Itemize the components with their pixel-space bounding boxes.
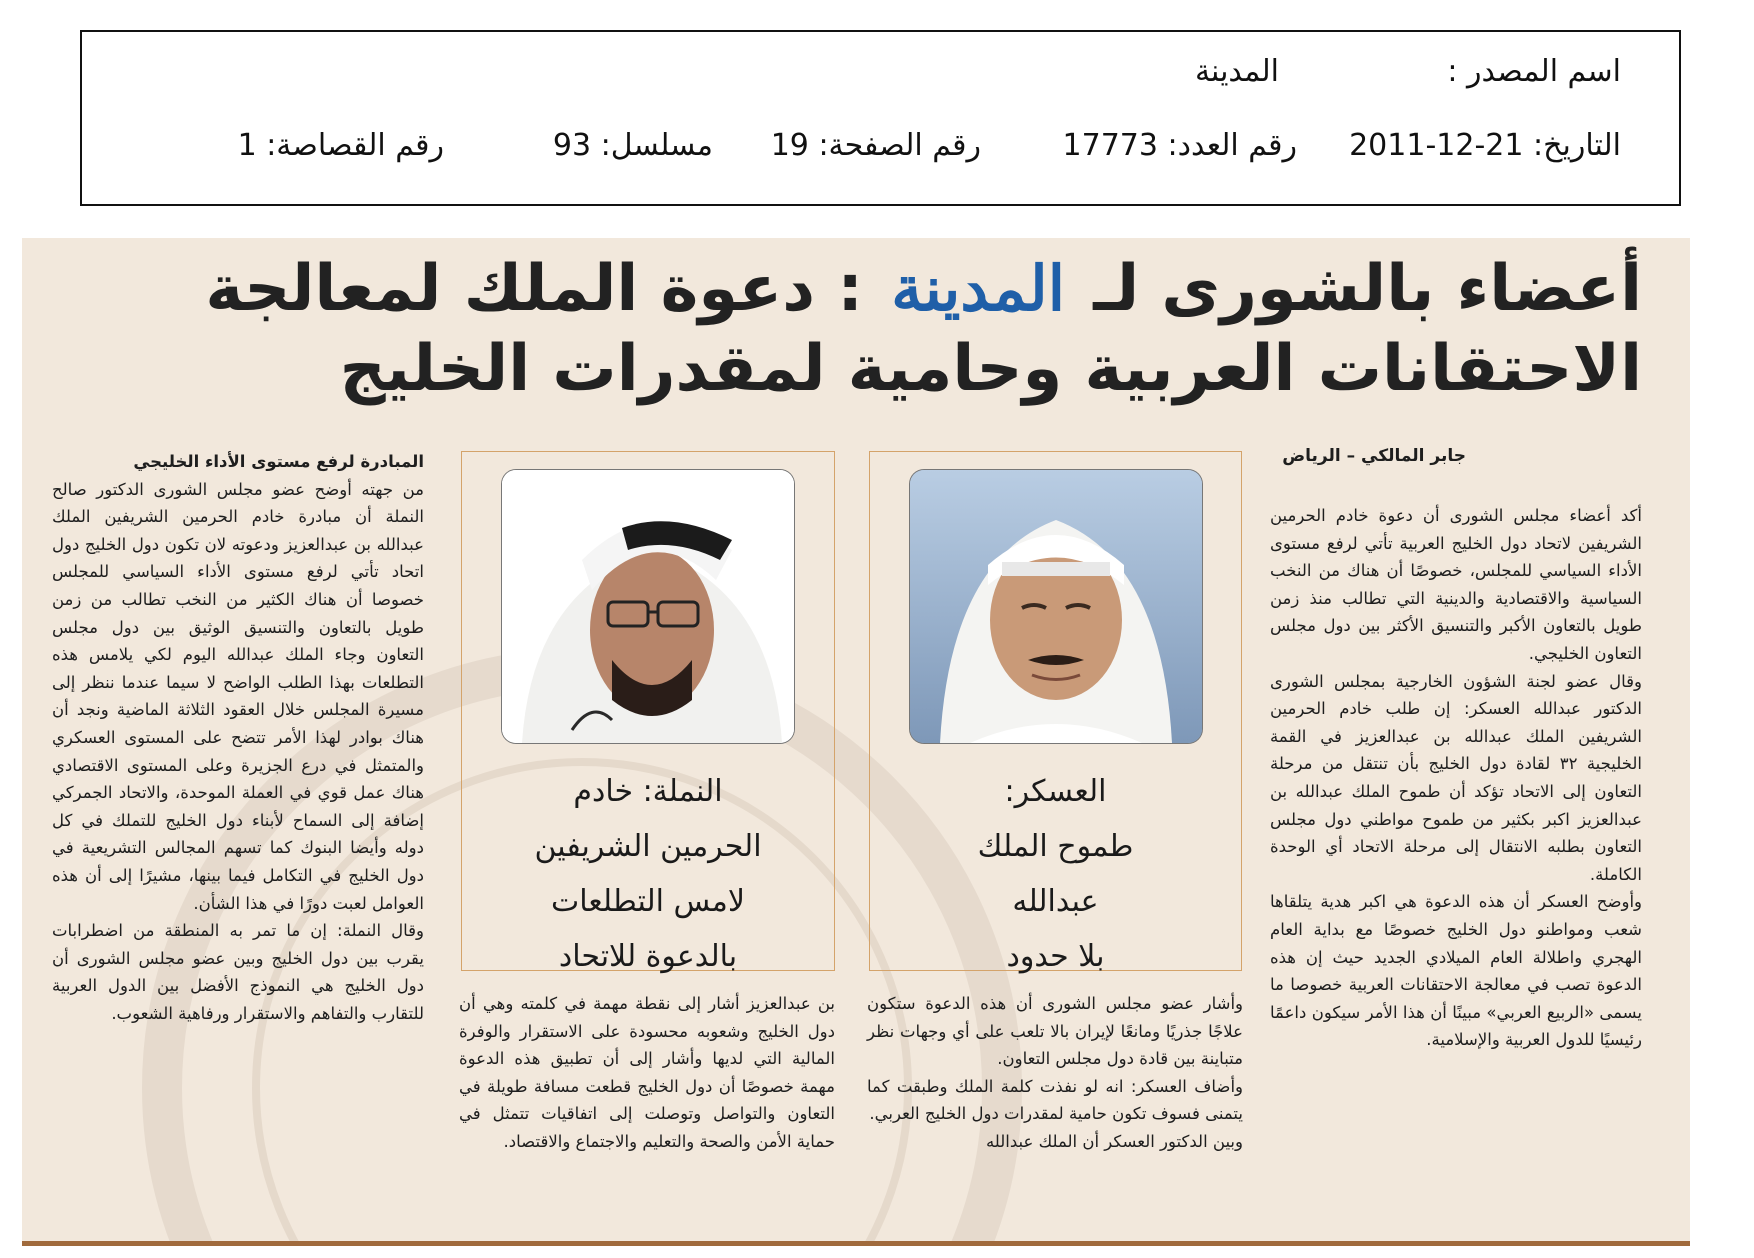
clipping-info-box: [80, 30, 1681, 206]
quote-line: النملة: خادم: [573, 774, 723, 809]
serial-field: مسلسل: 93: [552, 128, 713, 163]
pull-quote-namla: [462, 764, 834, 984]
portrait-photo-namla: [502, 470, 794, 743]
quote-line: عبدالله: [1012, 884, 1099, 919]
headline-line-2: الاحتقانات العربية وحامية لمقدرات الخليج: [339, 332, 1642, 406]
photo-caption-box-askar: [869, 451, 1242, 974]
page-number-field: رقم الصفحة: 19: [770, 128, 981, 163]
headline-suffix: : دعوة الملك لمعالجة: [205, 252, 863, 326]
byline: جابر المالكي – الرياض: [1282, 446, 1466, 466]
paragraph: وقال عضو لجنة الشؤون الخارجية بمجلس الشورى الدكتور عبدالله العسكر: إن طلب خادم الحرمين الشريفين الملك عبدالله بن عبدالعزيز في القمة الخليجية ٣٢ لقادة دول الخليج بأن تنتقل من مرحلة التعاون إلى الاتحاد تؤكد أن طموح الملك عبدالله بن عبدالعزيز اكبر بكثير من طموح مواطني دول مجلس التعاون بطلبه الانتقال إلى مرحلة الاتحاد أي الوحدة الكاملة.: [1270, 671, 1642, 884]
subheading: المبادرة لرفع مستوى الأداء الخليجي: [133, 452, 424, 471]
quote-line: لامس التطلعات: [551, 884, 745, 919]
paragraph: وقال النملة: إن ما تمر به المنطقة من اضطرابات يقرب بين دول الخليج وبين عضو مجلس الشورى أن دول الخليج هي النموذج الأفضل بين الدول العربية للتقارب والتفاهم والاستقرار ورفاهية الشعوب.: [52, 921, 424, 1023]
date-field: التاريخ: 21-12-2011: [1349, 128, 1621, 163]
paragraph: بن عبدالعزيز أشار إلى نقطة مهمة في كلمته وهي أن دول الخليج وشعوبه محسودة على الاستقرار والوفرة المالية التي لديها وأشار إلى أن تطبيق هذه الدعوة مهمة خصوصًا أن دول الخليج قطعت مسافة طويلة في التعاون والتواصل وتوصلت إلى اتفاقيات تتمثل في حماية الأمن والصحة والتعليم والاجتماع والاقتصاد.: [459, 994, 835, 1151]
quote-line: الحرمين الشريفين: [534, 829, 762, 864]
quote-line: العسكر:: [1004, 774, 1107, 809]
portrait-photo-askar: [910, 470, 1202, 743]
portrait-askar-illustration: [910, 470, 1202, 743]
clipping-bottom-rule: [22, 1241, 1690, 1246]
issue-number-field: رقم العدد: 17773: [1062, 128, 1297, 163]
portrait-namla-illustration: [502, 470, 794, 743]
source-label: اسم المصدر :: [1447, 54, 1621, 89]
quote-line: بالدعوة للاتحاد: [558, 939, 738, 974]
paragraph: وأضاف العسكر: انه لو نفذت كلمة الملك وطبقت كما يتمنى فسوف تكون حامية لمقدرات دول الخليج العربي.: [867, 1076, 1243, 1124]
paragraph: وبين الدكتور العسكر أن الملك عبدالله: [985, 1131, 1243, 1151]
source-value: المدينة: [1194, 54, 1279, 89]
headline-prefix: أعضاء بالشورى لـ: [1093, 252, 1642, 326]
quote-line: طموح الملك: [977, 829, 1134, 864]
paragraph: وأشار عضو مجلس الشورى أن هذه الدعوة ستكون علاجًا جذريًا ومانعًا لإيران بالا تلعب على أي وجهات نظر متباينة بين قادة دول مجلس التعاون.: [867, 994, 1243, 1069]
photo-caption-box-namla: [461, 451, 835, 974]
article-column-3: [459, 990, 835, 1156]
headline-line-1: [205, 252, 1642, 326]
clip-number-field: رقم القصاصة: 1: [237, 128, 444, 163]
newspaper-logo: [885, 252, 1071, 325]
article-column-2: [867, 990, 1243, 1156]
quote-line: بلا حدود: [1006, 939, 1105, 974]
article-column-1: [1270, 502, 1642, 1054]
article-column-4: [52, 448, 424, 1027]
paragraph: أكد أعضاء مجلس الشورى أن دعوة خادم الحرمين الشريفين لاتحاد دول الخليج العربية تأتي لرفع مستوى الأداء السياسي للمجلس، خصوصًا أن هناك من النخب السياسية والاقتصادية والدينية التي تطالب منذ زمن طويل بالتعاون الأكبر والتنسيق الأكثر بين دول مجلس التعاون الخليجي.: [1270, 506, 1642, 663]
paragraph: من جهته أوضح عضو مجلس الشورى الدكتور صالح النملة أن مبادرة خادم الحرمين الشريفين الملك عبدالله بن عبدالعزيز ودعوته لان تكون دول الخليج دول اتحاد تأتي لرفع مستوى الأداء السياسي للمجلس خصوصا أن هناك الكثير من النخب تطالب من زمن طويل بالتعاون والتنسيق الوثيق بين دول مجلس التعاون وجاء الملك عبدالله اليوم لكي يلامس هذه التطلعات بهذا الطلب الواضح لا سيما عندما ننظر إلى مسيرة المجلس خلال العقود الثلاثة الماضية ونجد أن هناك بوادر لهذا الأمر تتضح على المستوى العسكري والمتمثل في درع الجزيرة وعلى المستوى الاقتصادي هناك عمل قوي في العملة الموحدة، والاتحاد الجمركي إضافة إلى السماح لأبناء دول الخليج للتملك في كل دوله وأيضا البنوك كما تسهم المجالس التشريعية في دول الخليج في التكامل فيما بينها، مشيرًا إلى أن هذه العوامل لعبت دورًا في هذا الشأن.: [52, 479, 424, 913]
pull-quote-askar: [870, 764, 1241, 984]
paragraph: وأوضح العسكر أن هذه الدعوة هي اكبر هدية يتلقاها شعب ومواطنو دول الخليج خصوصًا مع بداية العام الهجري واطلالة العام الميلادي الجديد حيث إن هذه الدعوة تصب في معالجة الاحتقانات العربية خصوصا ما يسمى «الربيع العربي» مبينًا أن هذا الأمر سيكون داعمًا رئيسيًا للدول العربية والإسلامية.: [1270, 892, 1642, 1050]
logo-text: المدينة: [891, 252, 1065, 325]
